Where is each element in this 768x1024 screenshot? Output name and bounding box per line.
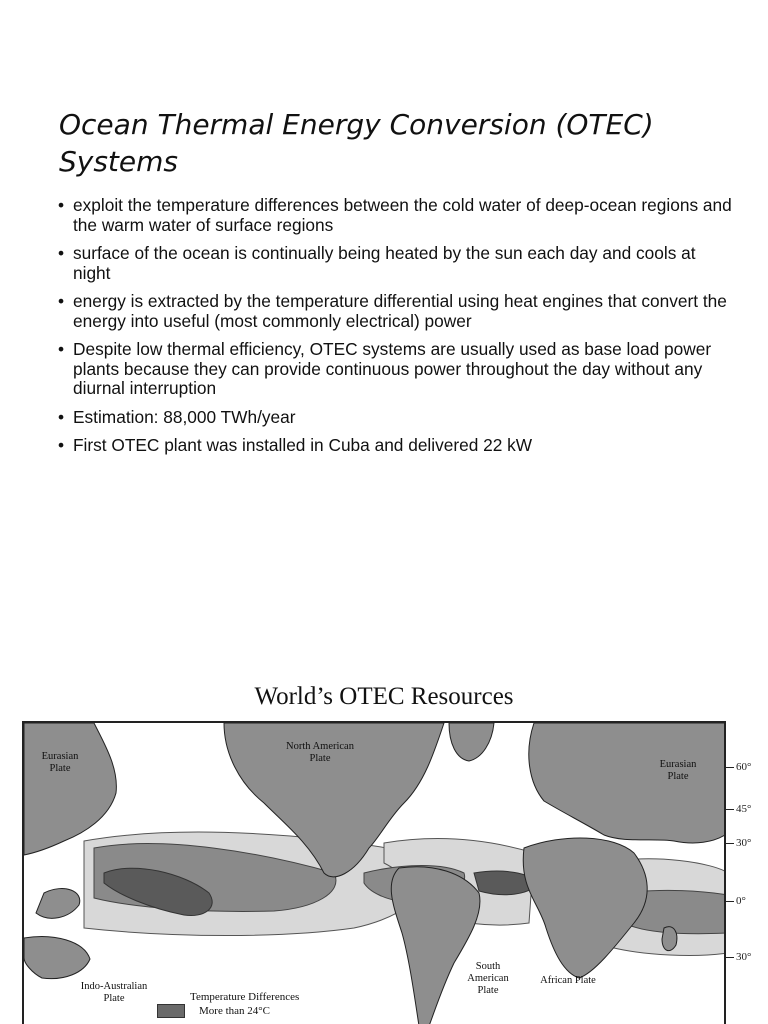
bullet-item (56, 340, 736, 399)
latitude-label: 30° (726, 837, 751, 849)
slide-title: Ocean Thermal Energy Conversion (OTEC) Systems (59, 108, 654, 178)
map-title: World’s OTEC Resources (254, 683, 514, 710)
plate-label-eurasian-west: Eurasian Plate (41, 751, 79, 774)
landmass-australia (24, 937, 90, 979)
bullet-item (56, 196, 736, 235)
bullet-item (56, 292, 736, 331)
legend-label: More than 24°C (199, 1005, 271, 1017)
bullet-text: surface of the ocean is continually being heated by the sun each day and cools at night (73, 243, 696, 283)
plate-label-african: African Plate (540, 975, 596, 986)
bullet-marker: • (58, 291, 65, 311)
plate-label-indo-australian: Indo-Australian Plate (80, 981, 148, 1004)
bullet-item (56, 408, 736, 428)
legend-title: Temperature Differences (190, 991, 300, 1003)
bullet-marker: • (58, 435, 65, 455)
bullet-text: energy is extracted by the temperature differential using heat engines that convert the energy into useful (most commonly electrical) power (73, 291, 727, 331)
latitude-label: 30° (726, 951, 751, 963)
plate-label-south-american: South American Plate (467, 961, 509, 996)
bullet-marker: • (58, 339, 65, 359)
legend-item (157, 1004, 299, 1018)
bullet-text: exploit the temperature differences between the cold water of deep-ocean regions and the warm water of surface regions (73, 195, 732, 235)
landmass-africa (523, 838, 647, 978)
landmass-madagascar (662, 927, 677, 951)
bullet-text: First OTEC plant was installed in Cuba and delivered 22 kW (73, 435, 533, 455)
landmass-eurasia-west (24, 723, 116, 855)
bullet-list (56, 196, 736, 465)
latitude-label: 0° (726, 895, 746, 907)
map-legend (157, 991, 299, 1018)
plate-label-north-american: North American Plate (286, 741, 354, 764)
landmass-indonesia (36, 889, 80, 919)
bullet-marker: • (58, 195, 65, 215)
landmass-south-america (391, 867, 480, 1024)
bullet-item (56, 436, 736, 456)
legend-swatch (157, 1004, 185, 1018)
bullet-item (56, 244, 736, 283)
bullet-marker: • (58, 406, 65, 427)
bullet-text: Estimation: 88,000 TWh/year (73, 406, 296, 427)
plate-label-eurasian-east: Eurasian Plate (659, 759, 697, 782)
latitude-label: 45° (726, 803, 751, 815)
otec-resource-map (22, 721, 726, 1024)
world-map-graphic (24, 723, 726, 1024)
latitude-scale (726, 721, 768, 1024)
bullet-marker: • (58, 243, 65, 263)
latitude-label: 60° (726, 761, 751, 773)
bullet-text: Despite low thermal efficiency, OTEC systems are usually used as base load power plants because they can provide continuous power throughout the day without any diurnal interruption (73, 339, 712, 398)
landmass-greenland (449, 723, 494, 761)
